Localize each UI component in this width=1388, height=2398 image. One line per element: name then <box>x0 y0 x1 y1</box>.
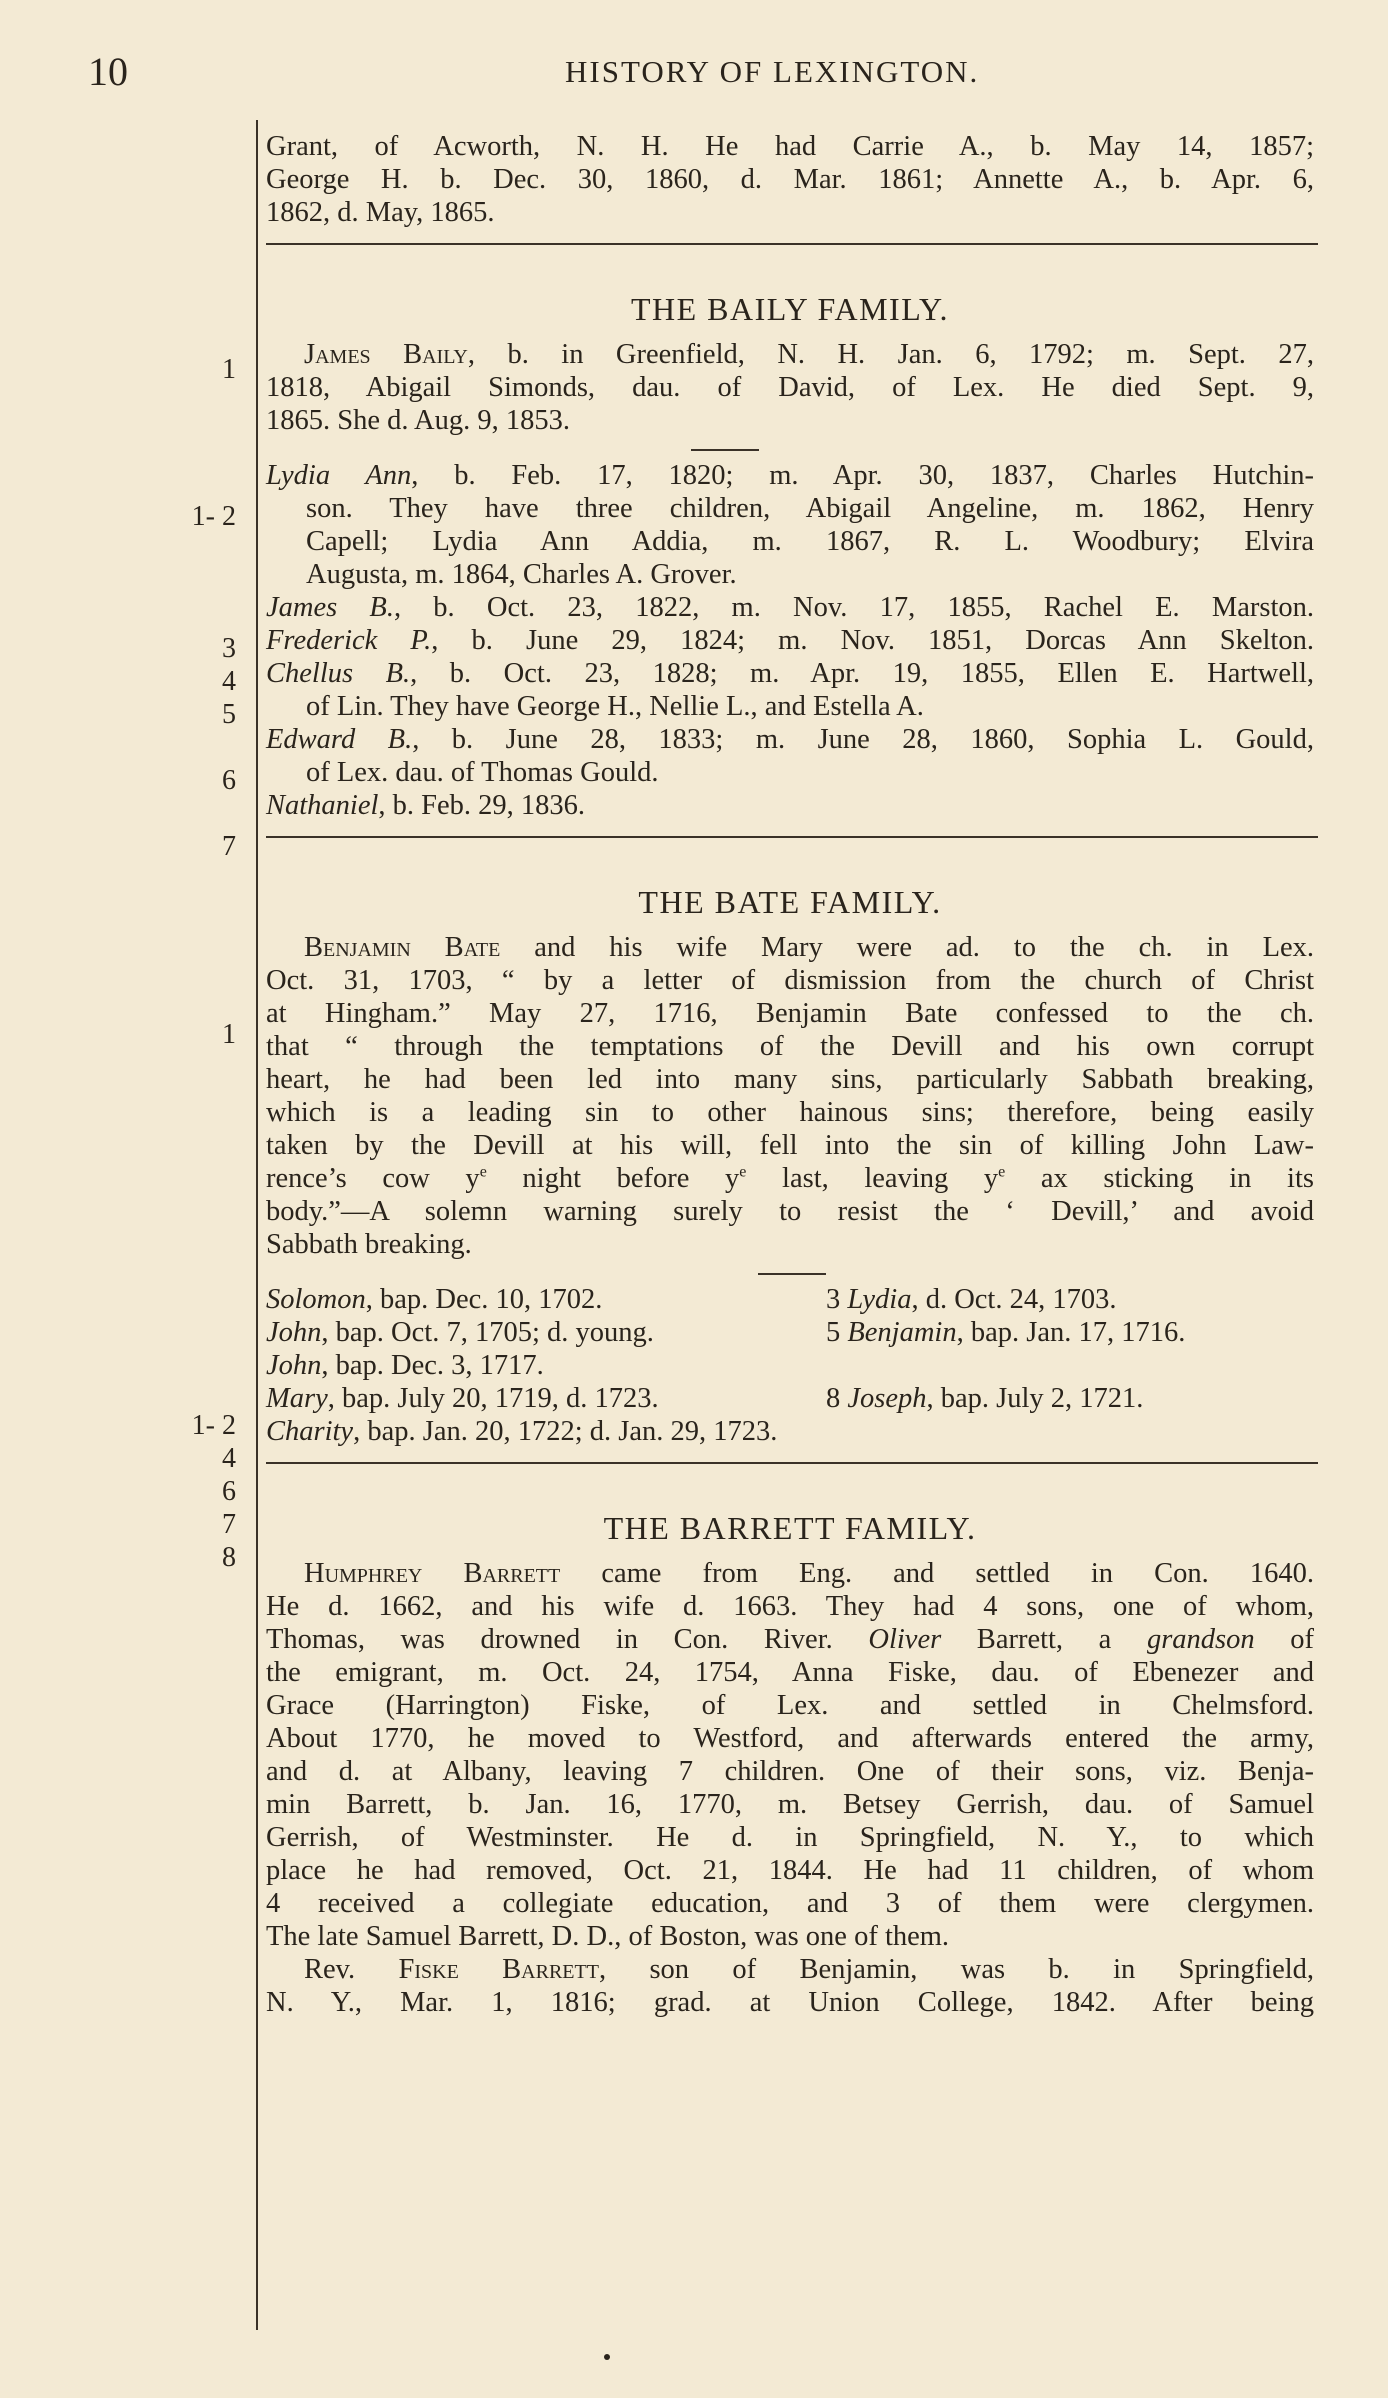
person-name: Benjamin Bate <box>304 932 501 963</box>
text-line: that “ through the temptations of the Devill and his own corrupt <box>266 1031 1314 1062</box>
gutter-num: 7 <box>222 1509 236 1540</box>
text-line: and d. at Albany, leaving 7 children. One of their sons, viz. Benja- <box>266 1756 1314 1787</box>
children-row: John, bap. Oct. 7, 1705; d. young. 5 Benjamin, bap. Jan. 17, 1716. <box>266 1317 1186 1348</box>
section-title-barrett: THE BARRETT FAMILY. <box>603 1510 977 1546</box>
children-row: Solomon, bap. Dec. 10, 1702. 3 Lydia, d. Oct. 24, 1703. <box>266 1284 1117 1315</box>
child-name: Chellus B. <box>266 658 411 689</box>
text-line: N. Y., Mar. 1, 1816; grad. at Union College, 1842. After being <box>266 1987 1314 2018</box>
gutter-num: 5 <box>222 699 236 730</box>
gutter-num: 1 <box>222 354 236 385</box>
text-line: the emigrant, m. Oct. 24, 1754, Anna Fiske, dau. of Ebenezer and <box>266 1657 1314 1688</box>
child-name: Frederick P. <box>266 625 432 656</box>
text-line: Frederick P., b. June 29, 1824; m. Nov. 1851, Dorcas Ann Skelton. <box>266 625 1314 656</box>
text-line: which is a leading sin to other hainous sins; therefore, being easily <box>266 1097 1314 1128</box>
children-row: Charity, bap. Jan. 20, 1722; d. Jan. 29, 1723. <box>266 1416 778 1447</box>
page-content <box>266 130 1314 2019</box>
section-title-bate: THE BATE FAMILY. <box>638 884 942 920</box>
page-number: 10 <box>88 49 128 94</box>
text-line: Gerrish, of Westminster. He d. in Springfield, N. Y., to which <box>266 1822 1314 1853</box>
person-name: James Baily <box>304 339 468 370</box>
text-line: Oct. 31, 1703, “ by a letter of dismission from the church of Christ <box>266 965 1314 996</box>
text-line: 1818, Abigail Simonds, dau. of David, of Lex. He died Sept. 9, <box>266 372 1314 403</box>
gutter-num: 4 <box>222 666 236 697</box>
gutter-num: 1- 2 <box>191 501 236 532</box>
gutter-num: 4 <box>222 1443 236 1474</box>
text-line: 1865. She d. Aug. 9, 1853. <box>266 405 571 436</box>
gutter-num: 3 <box>222 633 236 664</box>
text-line: James Baily, b. in Greenfield, N. H. Jan. 6, 1792; m. Sept. 27, <box>304 339 1314 370</box>
margin-rule <box>256 120 258 2330</box>
gutter-num: 1- 2 <box>191 1410 236 1441</box>
gutter-num: 6 <box>222 1476 236 1507</box>
text-line: Benjamin Bate and his wife Mary were ad. to the ch. in Lex. <box>304 932 1315 963</box>
child-name: Lydia Ann <box>266 460 412 491</box>
text-line: He d. 1662, and his wife d. 1663. They had 4 sons, one of whom, <box>266 1591 1314 1622</box>
short-rule <box>758 1273 826 1275</box>
text-line: taken by the Devill at his will, fell into the sin of killing John Law- <box>266 1130 1314 1161</box>
children-row: John, bap. Dec. 3, 1717. <box>266 1350 544 1381</box>
children-row: Mary, bap. July 20, 1719, d. 1723. 8 Joseph, bap. July 2, 1721. <box>266 1383 1144 1414</box>
text-line: Grace (Harrington) Fiske, of Lex. and settled in Chelmsford. <box>266 1690 1314 1721</box>
text-line: Sabbath breaking. <box>266 1229 472 1260</box>
text-line: George H. b. Dec. 30, 1860, d. Mar. 1861; Annette A., b. Apr. 6, <box>266 164 1314 195</box>
text-line: Lydia Ann, b. Feb. 17, 1820; m. Apr. 30, 1837, Charles Hutchin- <box>266 460 1314 491</box>
child-name: Edward B. <box>266 724 413 755</box>
text-line: heart, he had been led into many sins, particularly Sabbath breaking, <box>266 1064 1314 1095</box>
text-line: 4 received a collegiate education, and 3 of them were clergymen. <box>266 1888 1314 1919</box>
text-line: son. They have three children, Abigail Angeline, m. 1862, Henry <box>306 493 1314 524</box>
ink-speck <box>604 2354 610 2360</box>
text-line: of Lex. dau. of Thomas Gould. <box>306 757 659 788</box>
person-name: Fiske Barrett <box>398 1954 599 1985</box>
section-rule <box>266 243 1318 245</box>
text-line: at Hingham.” May 27, 1716, Benjamin Bate confessed to the ch. <box>266 998 1314 1029</box>
text-line: The late Samuel Barrett, D. D., of Boston, was one of them. <box>266 1921 950 1952</box>
text-line: of Lin. They have George H., Nellie L., and Estella A. <box>306 691 924 722</box>
gutter-num: 7 <box>222 831 236 862</box>
section-rule <box>266 836 1318 838</box>
person-name: Humphrey Barrett <box>304 1558 561 1589</box>
text-line: Humphrey Barrett came from Eng. and settled in Con. 1640. <box>304 1558 1314 1589</box>
gutter-num: 8 <box>222 1542 236 1573</box>
text-line: Augusta, m. 1864, Charles A. Grover. <box>306 559 737 590</box>
text-line: Thomas, was drowned in Con. River. Oliver Barrett, a grandson of <box>266 1624 1314 1655</box>
section-title-baily: THE BAILY FAMILY. <box>630 291 950 327</box>
text-line: min Barrett, b. Jan. 16, 1770, m. Betsey Gerrish, dau. of Samuel <box>266 1789 1314 1820</box>
child-name: Nathaniel <box>266 790 379 821</box>
section-rule <box>266 1462 1318 1464</box>
text-line: Rev. Fiske Barrett, son of Benjamin, was b. in Springfield, <box>304 1954 1315 1985</box>
short-rule <box>691 449 759 451</box>
child-name: James B. <box>266 592 394 623</box>
running-head: HISTORY OF LEXINGTON. <box>565 54 980 89</box>
text-line: Chellus B., b. Oct. 23, 1828; m. Apr. 19, 1855, Ellen E. Hartwell, <box>266 658 1314 689</box>
text-line: Capell; Lydia Ann Addia, m. 1867, R. L. Woodbury; Elvira <box>306 526 1314 557</box>
text-line: 1862, d. May, 1865. <box>266 197 495 228</box>
gutter-numbers <box>0 0 250 2398</box>
text-line: Nathaniel, b. Feb. 29, 1836. <box>266 790 586 821</box>
text-line: Grant, of Acworth, N. H. He had Carrie A., b. May 14, 1857; <box>266 131 1314 162</box>
gutter-num: 6 <box>222 765 236 796</box>
text-line: rence’s cow $y^e$ night before $y^e$ last, leaving $y^e$ ax sticking in its <box>266 1163 1314 1194</box>
text-line: body.”—A solemn warning surely to resist the ‘ Devill,’ and avoid <box>266 1196 1314 1227</box>
gutter-num: 1 <box>222 1019 236 1050</box>
text-line: Edward B., b. June 28, 1833; m. June 28, 1860, Sophia L. Gould, <box>266 724 1314 755</box>
text-line: place he had removed, Oct. 21, 1844. He had 11 children, of whom <box>266 1855 1314 1886</box>
text-line: James B., b. Oct. 23, 1822, m. Nov. 17, 1855, Rachel E. Marston. <box>266 592 1314 623</box>
text-line: About 1770, he moved to Westford, and afterwards entered the army, <box>266 1723 1314 1754</box>
